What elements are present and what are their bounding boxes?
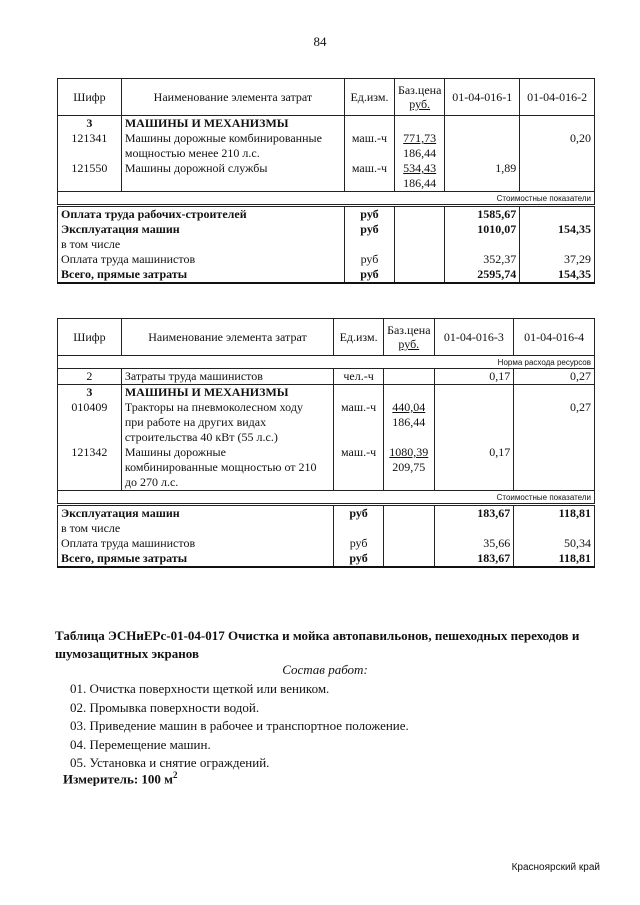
row-name: Машины дорожные комбинированные мощностью от 210 до 270 л.с. <box>121 445 333 491</box>
summary-value-2: 37,29 <box>520 252 595 267</box>
summary-name: Всего, прямые затраты <box>58 551 334 567</box>
col-header-code: Шифр <box>58 79 122 116</box>
row-price: 771,73 186,44 <box>394 131 444 161</box>
row-value-2: 0,27 <box>514 369 595 385</box>
list-item: 01. Очистка поверхности щеткой или веником. <box>70 681 330 696</box>
section-row <box>58 385 595 401</box>
summary-value-2: 154,35 <box>520 222 595 237</box>
row-price: 1080,39 209,75 <box>384 445 434 491</box>
summary-unit: руб <box>334 536 384 551</box>
list-item: 03. Приведение машин в рабочее и транспортное положение. <box>70 718 409 733</box>
summary-value-1: 35,66 <box>434 536 514 551</box>
row-value-1: 0,17 <box>434 445 514 491</box>
col-header-v1: 01-04-016-1 <box>445 79 520 116</box>
row-unit: чел.-ч <box>334 369 384 385</box>
summary-unit: руб <box>334 505 384 522</box>
summary-unit: руб <box>345 206 395 223</box>
table-row <box>58 131 595 161</box>
section-code: 3 <box>58 385 122 401</box>
page-footer: Красноярский край <box>511 862 600 873</box>
summary-value-2: 50,34 <box>514 536 595 551</box>
row-name: Машины дорожной службы <box>121 161 344 192</box>
norm-row <box>58 356 595 369</box>
price-header-top: Баз.цена <box>397 83 442 97</box>
col-header-name: Наименование элемента затрат <box>121 319 333 356</box>
summary-value-1: 2595,74 <box>445 267 520 283</box>
summary-row <box>58 536 595 551</box>
row-value-1 <box>445 131 520 161</box>
row-code: 010409 <box>58 400 122 445</box>
price-header-top: Баз.цена <box>387 323 431 337</box>
row-code: 2 <box>58 369 122 385</box>
row-value-2 <box>514 445 595 491</box>
summary-name: в том числе <box>58 237 345 252</box>
row-code: 121342 <box>58 445 122 491</box>
summary-unit: руб <box>345 252 395 267</box>
summary-value-1: 1010,07 <box>445 222 520 237</box>
summary-value-1: 352,37 <box>445 252 520 267</box>
table-row <box>58 161 595 192</box>
summary-unit: руб <box>334 551 384 567</box>
col-header-code: Шифр <box>58 319 122 356</box>
summary-name: Эксплуатация машин <box>58 505 334 522</box>
cost-indicators-row <box>58 491 595 505</box>
row-unit: маш.-ч <box>345 131 395 161</box>
price-header-bottom: руб. <box>398 337 420 351</box>
section-name: МАШИНЫ И МЕХАНИЗМЫ <box>121 385 333 401</box>
summary-name: Оплата труда рабочих-строителей <box>58 206 345 223</box>
summary-value-2 <box>520 206 595 223</box>
cost-indicators-label: Стоимостные показатели <box>58 491 595 505</box>
summary-row <box>58 505 595 522</box>
summary-row <box>58 237 595 252</box>
row-unit: маш.-ч <box>334 445 384 491</box>
col-header-name: Наименование элемента затрат <box>121 79 344 116</box>
labor-row <box>58 369 595 385</box>
summary-unit: руб <box>345 222 395 237</box>
section-title: Таблица ЭСНиЕРс-01-04-017 Очистка и мойка автопавильонов, пешеходных переходов и шумозащитных экранов <box>55 628 580 661</box>
row-name: Затраты труда машинистов <box>121 369 333 385</box>
row-price: 534,43 186,44 <box>394 161 444 192</box>
col-header-price <box>384 319 434 356</box>
summary-value-2: 118,81 <box>514 551 595 567</box>
summary-value-1: 1585,67 <box>445 206 520 223</box>
summary-unit: руб <box>345 267 395 283</box>
table-header <box>58 79 595 116</box>
list-item: 02. Промывка поверхности водой. <box>70 699 260 715</box>
summary-row <box>58 551 595 567</box>
col-header-v2: 01-04-016-4 <box>514 319 595 356</box>
col-header-v1: 01-04-016-3 <box>434 319 514 356</box>
row-price: 440,04 186,44 <box>384 400 434 445</box>
summary-name: Оплата труда машинистов <box>58 536 334 551</box>
summary-row <box>58 206 595 223</box>
row-code: 121550 <box>58 161 122 192</box>
summary-name: в том числе <box>58 521 334 536</box>
section-code: 3 <box>58 116 122 132</box>
summary-name: Всего, прямые затраты <box>58 267 345 283</box>
col-header-unit: Ед.изм. <box>334 319 384 356</box>
row-unit: маш.-ч <box>334 400 384 445</box>
table-row <box>58 400 595 445</box>
row-unit: маш.-ч <box>345 161 395 192</box>
row-value-2: 0,20 <box>520 131 595 161</box>
row-value-2: 0,27 <box>514 400 595 445</box>
cost-indicators-label: Стоимостные показатели <box>58 192 595 206</box>
work-items-list <box>70 680 610 773</box>
summary-name: Оплата труда машинистов <box>58 252 345 267</box>
list-item: 04. Перемещение машин. <box>70 736 211 752</box>
summary-row <box>58 267 595 283</box>
row-value-1 <box>434 400 514 445</box>
table-row <box>58 445 595 491</box>
price-header-bottom: руб. <box>409 97 431 111</box>
table-header <box>58 319 595 356</box>
summary-name: Эксплуатация машин <box>58 222 345 237</box>
cost-indicators-row <box>58 192 595 206</box>
summary-row <box>58 222 595 237</box>
row-value-2 <box>520 161 595 192</box>
row-value-1: 1,89 <box>445 161 520 192</box>
summary-row <box>58 252 595 267</box>
page-number: 84 <box>313 34 327 49</box>
section-name: МАШИНЫ И МЕХАНИЗМЫ <box>121 116 344 132</box>
row-code: 121341 <box>58 131 122 161</box>
resource-table-1 <box>57 78 595 284</box>
resource-table-2 <box>57 318 595 568</box>
summary-value-2: 154,35 <box>520 267 595 283</box>
row-value-1: 0,17 <box>434 369 514 385</box>
measure-unit: Измеритель: 100 $м^2$ <box>63 770 178 787</box>
section-row <box>58 116 595 132</box>
norm-label: Норма расхода ресурсов <box>58 356 595 369</box>
summary-value-1: 183,67 <box>434 551 514 567</box>
col-header-unit: Ед.изм. <box>345 79 395 116</box>
row-name: Тракторы на пневмоколесном ходу при работе на других видах строительства 40 кВт (55 л.с.) <box>121 400 333 445</box>
list-item: 05. Установка и снятие ограждений. <box>70 755 270 770</box>
summary-row <box>58 521 595 536</box>
composition-heading: Состав работ: <box>282 662 368 677</box>
col-header-v2: 01-04-016-2 <box>520 79 595 116</box>
col-header-price <box>394 79 444 116</box>
summary-value-1: 183,67 <box>434 505 514 522</box>
row-name: Машины дорожные комбинированные мощностью менее 210 л.с. <box>121 131 344 161</box>
summary-value-2: 118,81 <box>514 505 595 522</box>
